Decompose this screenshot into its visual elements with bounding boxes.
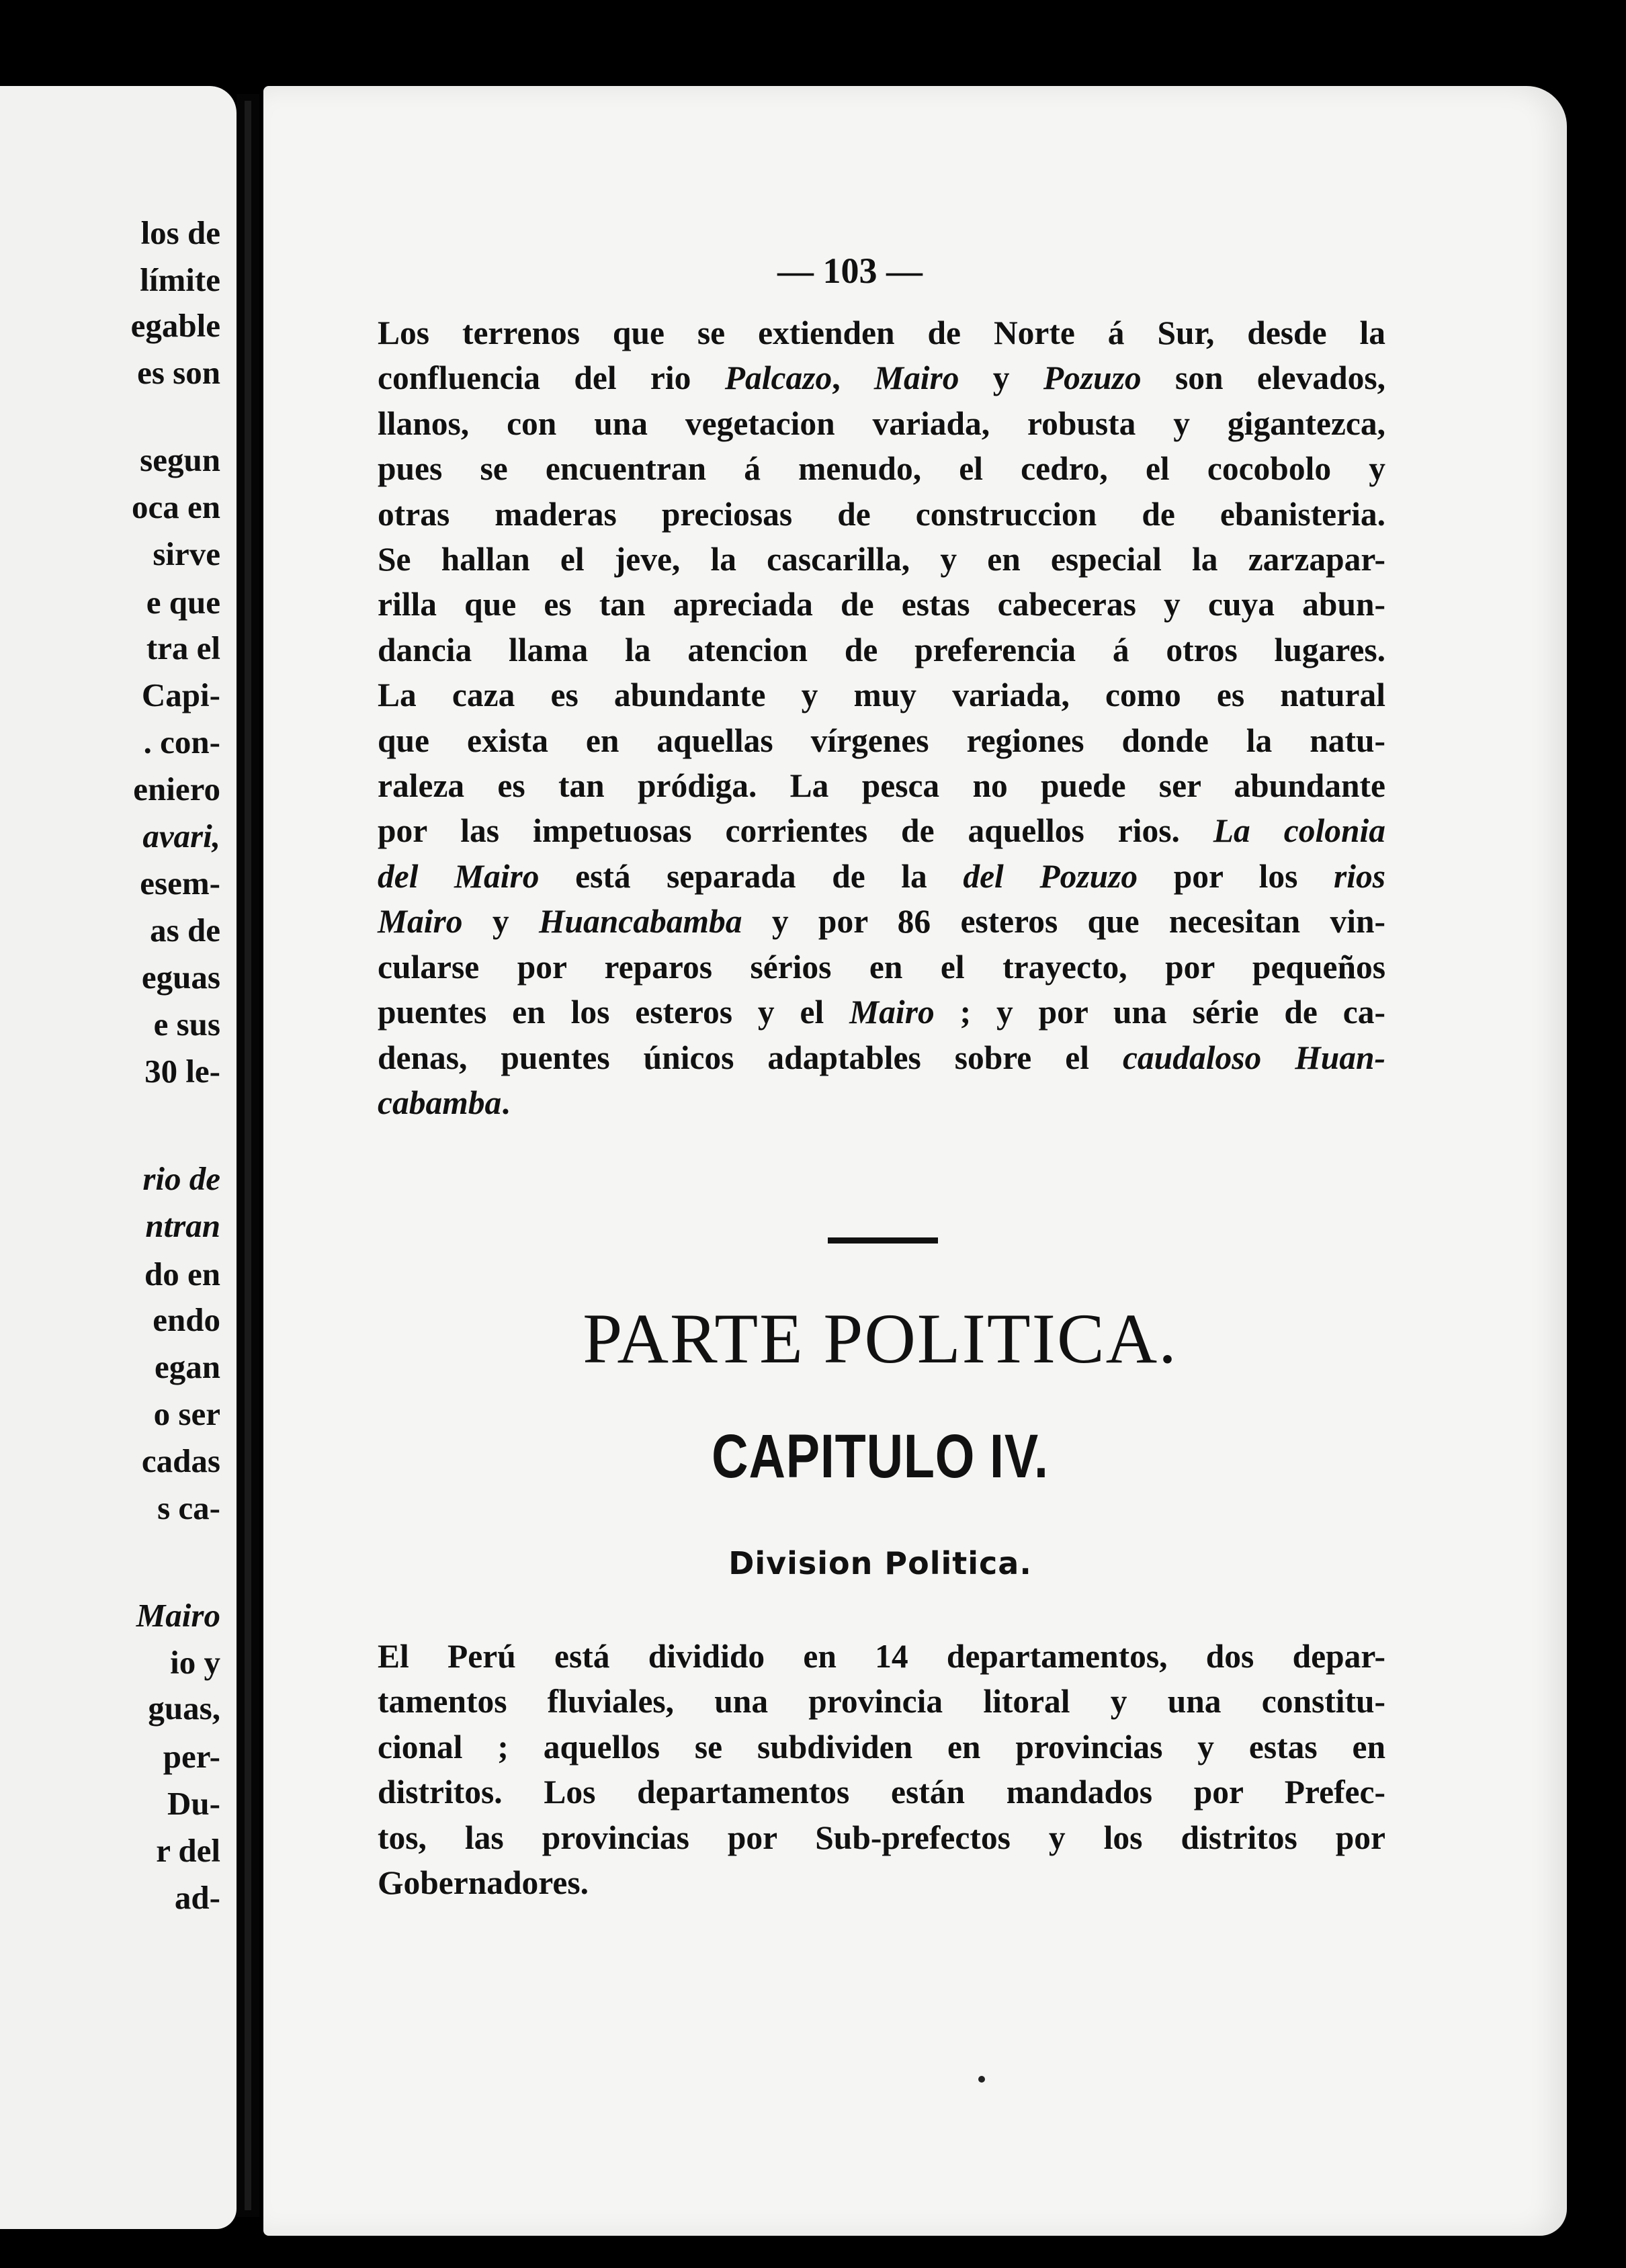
previous-page-line: tra el [146,629,220,666]
text-line: otras maderas preciosas de construccion de ebanisteria. [378,495,1385,533]
previous-page-line: e que [146,584,220,621]
print-speck [978,2076,985,2083]
page-number: — 103 — [777,251,923,291]
previous-page-line: egable [130,307,220,344]
previous-page-line: Du- [167,1785,220,1822]
previous-page-line: avari, [142,818,220,855]
previous-page-line: io y [170,1644,220,1681]
paragraph-political-division [378,1634,1385,1905]
previous-page-line: per- [163,1738,220,1775]
previous-page-line: cadas [141,1442,220,1479]
previous-page-line: s ca- [157,1489,220,1526]
previous-page-line: es son [137,354,220,391]
text-line: cabamba. [378,1084,510,1121]
previous-page-line: do en [144,1256,220,1293]
text-line: distritos. Los departamentos están mandados por Prefec- [378,1774,1385,1811]
previous-page-line: Capi- [141,677,220,713]
previous-page-line: e sus [153,1006,220,1043]
text-line: por las impetuosas corrientes de aquellos rios. La colonia [378,812,1385,850]
part-title: PARTE POLITICA. [583,1299,1178,1378]
previous-page-line: ad- [174,1879,220,1916]
text-line: cional ; aquellos se subdividen en provincias y estas en [378,1728,1385,1765]
previous-page-line: los de [140,214,220,251]
previous-page-line: egan [155,1348,220,1385]
section-title: Division Politica. [728,1545,1032,1581]
previous-page-line: límite [140,261,220,298]
previous-page-line: . con- [143,724,220,760]
text-line: rilla que es tan apreciada de estas cabeceras y cuya abun- [378,586,1385,623]
text-line: cularse por reparos sérios en el trayecto, por pequeños [378,948,1385,986]
previous-page-line: endo [153,1301,220,1338]
text-line: dancia llama la atencion de preferencia á otros lugares. [378,631,1385,668]
text-line: raleza es tan pródiga. La pesca no puede ser abundante [378,767,1385,805]
previous-page-line: as de [150,912,220,949]
text-line: El Perú está dividido en 14 departamentos, dos depar- [378,1638,1385,1675]
section-divider-rule [828,1237,938,1244]
text-line: Gobernadores. [378,1864,589,1902]
text-line: puentes en los esteros y el Mairo ; y por una série de ca- [378,994,1386,1031]
previous-page-line: segun [140,441,220,478]
gutter-edge [245,101,251,2210]
previous-page-line: eniero [133,771,220,808]
previous-page-line: 30 le- [144,1053,220,1090]
text-line: pues se encuentran á menudo, el cedro, el cocobolo y [378,450,1385,488]
text-line: llanos, con una vegetacion variada, robusta y gigantezca, [378,404,1385,442]
text-line: tos, las provincias por Sub-prefectos y los distritos por [378,1819,1385,1856]
previous-page-line: eguas [141,959,220,996]
previous-page-line: ntran [145,1207,220,1244]
previous-page-line: esem- [140,865,220,902]
previous-page-line: sirve [153,535,220,572]
text-line: tamentos fluviales, una provincia litoral y una constitu- [378,1683,1385,1720]
previous-page-line: oca en [132,488,220,525]
text-line: Se hallan el jeve, la cascarilla, y en especial la zarzapar- [378,541,1385,578]
chapter-title: CAPITULO IV. [712,1422,1049,1491]
text-line: Mairo y Huancabamba y por 86 esteros que necesitan vin- [378,903,1385,941]
previous-page-line: guas, [148,1690,220,1727]
paragraph-rainforest-description [378,310,1385,1125]
previous-page-line: r del [156,1832,220,1869]
previous-page-fragment [0,86,237,2229]
text-line: que exista en aquellas vírgenes regiones donde la natu- [378,722,1385,759]
text-line: La caza es abundante y muy variada, como es natural [378,677,1385,714]
previous-page-line: Mairo [136,1597,220,1634]
text-line: Los terrenos que se extienden de Norte á Sur, desde la [378,314,1385,351]
text-line: denas, puentes únicos adaptables sobre el caudaloso Huan- [378,1039,1385,1076]
text-line: del Mairo está separada de la del Pozuzo por los rios [378,857,1385,895]
text-line: confluencia del rio Palcazo, Mairo y Pozuzo son elevados, [378,359,1386,397]
previous-page-line: o ser [153,1395,220,1432]
previous-page-line: rio de [142,1160,220,1197]
